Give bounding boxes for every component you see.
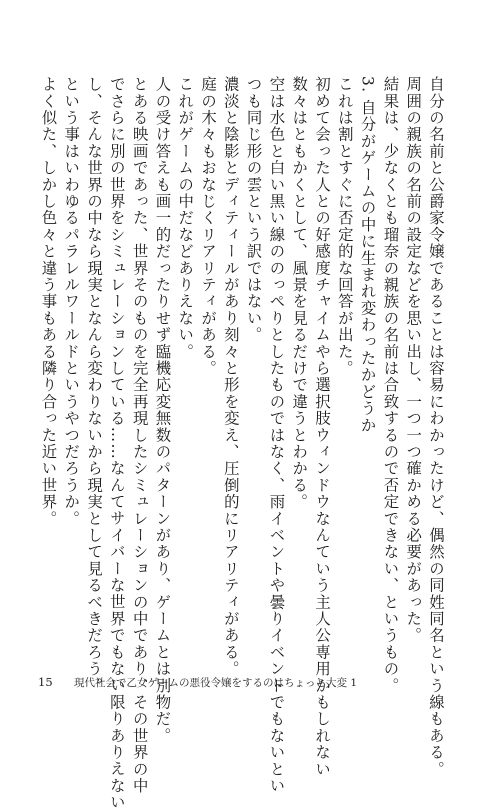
text-line: 初めて会った人との好感度チャイムやら選択肢ウィンドウなんていう主人公専用かもしれない	[313, 76, 332, 778]
text-line: これがゲームの中だなどありえない。	[176, 76, 195, 360]
text-line: 自分の名前と公爵家令嬢であることは容易にわかったけど、偶然の同姓同名という線もある。	[427, 76, 445, 778]
page-number: 15	[38, 675, 53, 689]
text-line: し、そんな世界の中なら現実となんら変わりないから現実として見るべきだろう。	[85, 76, 104, 694]
text-line: でさらに別の世界をシミュレーションしている……なんてサイバーな世界でもない限りありえない	[107, 76, 126, 811]
text-line: 濃淡と陰影とディティールがあり刻々と形を変え、圧倒的にリアリティがある。	[221, 76, 240, 678]
text-line: 周囲の親族の名前の設定などを思い出し、一つ一つ確かめる必要があった。	[404, 76, 423, 644]
page-footer	[38, 675, 357, 690]
text-line: 数々はともかくとして、風景を見るだけで違うとわかる。	[290, 76, 309, 511]
book-title: 現代社会で乙女ゲームの悪役令嬢をするのはちょっと大変 1	[73, 677, 358, 689]
text-line: 人の受け答えも画一的だったりせず臨機応変無数のパターンがあり、ゲームとは別物だ。	[153, 76, 172, 744]
text-line: 結果は、少なくとも瑠奈の親族の名前は合致するので否定できない、というもの。	[381, 76, 400, 694]
text-line: つも同じ形の雲という訳ではない。	[244, 76, 263, 344]
text-line: 空は水色と白い黒い線ののっぺりとしたものではなく、雨イベントや曇りイベントでもないとい	[267, 76, 286, 795]
text-line: これは割とすぐに否定的な回答が出た。	[335, 76, 354, 377]
text-line: 庭の木々もおなじくリアリティがある。	[199, 76, 218, 377]
text-line: とある映画であった、世界そのものを完全再現したシミュレーションの中であり、その世界の中	[130, 76, 149, 795]
text-line: よく似た、しかし色々と違う事もある隣り合った近い世界。	[39, 76, 58, 527]
section-heading: 3. 自分がゲームの中に生まれ変わったかどうか	[358, 76, 377, 434]
text-line: という事はいわゆるパラレルワールドというやつだろうか。	[62, 76, 81, 527]
